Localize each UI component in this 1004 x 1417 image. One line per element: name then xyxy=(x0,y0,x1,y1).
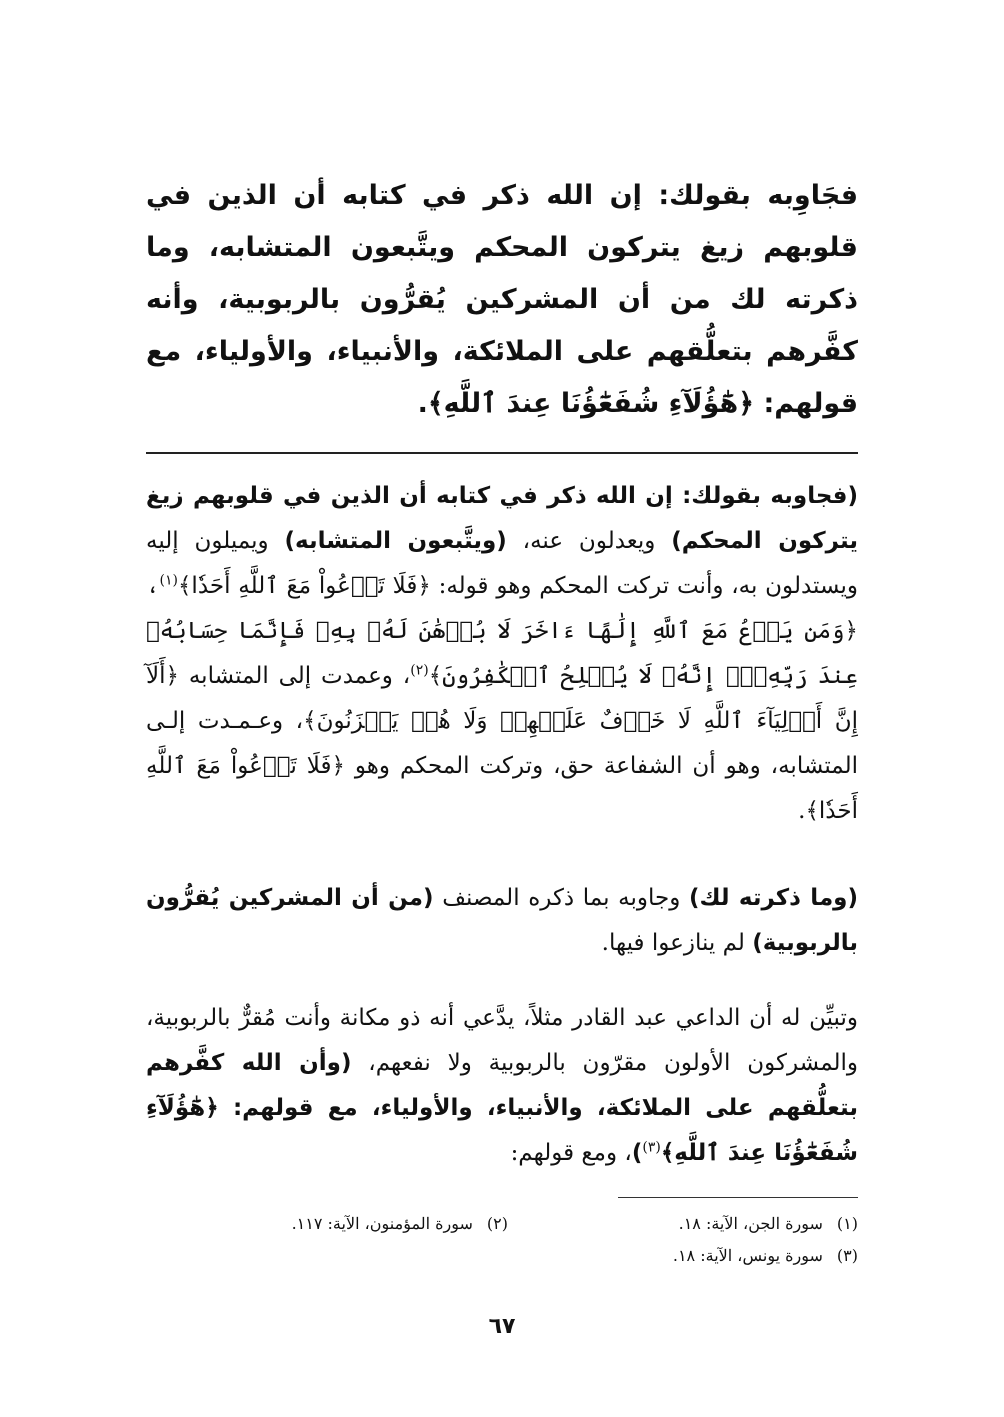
matn-divider xyxy=(146,452,858,454)
footnote-row xyxy=(146,1240,858,1272)
quoted-matn: ) xyxy=(631,1140,643,1166)
sharh-paragraph-1 xyxy=(146,474,858,834)
quran-verse: ﴿فَلَا تَدۡعُواْ مَعَ ٱللَّهِ أَحَدٗا﴾ xyxy=(146,753,858,824)
quoted-matn: (من أن المشركين يُقرُّون بالربوبية) xyxy=(146,885,858,956)
footnote-divider xyxy=(618,1197,858,1198)
quoted-matn: (وما ذكرته لك) xyxy=(688,885,858,911)
matn-paragraph xyxy=(146,170,858,430)
matn-text: فجَاوِبه بقولك: إن الله ذكر في كتابه أن الذين في قلوبهم زيغ يتركون المحكم ويتَّبعون المتشابه، وما ذكرته لك من أن المشركين يُقرُّون بالربوبية، وأنه كفَّرهم بتعلُّقهم على الملائكة، والأنبياء، والأولياء، مع قولهم: ﴿هَٰٓؤُلَآءِ شُفَعَٰٓؤُنَا عِندَ ٱللَّهِ﴾. xyxy=(146,180,858,419)
footnote-ref: (٢) xyxy=(410,662,429,679)
footnote-ref: (١) xyxy=(159,572,178,589)
page-number: ٦٧ xyxy=(488,1314,516,1339)
quran-verse: ﴿فَلَا تَدۡعُواْ مَعَ ٱللَّهِ أَحَدٗا﴾ xyxy=(177,573,431,599)
footnote-item xyxy=(508,1208,858,1240)
quran-verse: ﴿وَمَن يَدۡعُ مَعَ ٱللَّهِ إِلَٰهًا ءَاخَرَ لَا بُرۡهَٰنَ لَهُۥ بِهِۦ فَإِنَّمَا حِسَابُهُۥ عِندَ رَبِّهِۦٓۚ إِنَّهُۥ لَا يُفۡلِحُ ٱلۡكَٰفِرُونَ﴾ xyxy=(146,618,858,689)
quoted-matn: (ويتَّبعون المتشابه) xyxy=(284,528,507,554)
footnote-text: سورة الجن، الآية: ١٨. xyxy=(678,1214,823,1233)
quran-verse: ﴿أَلَآ إِنَّ أَوۡلِيَآءَ ٱللَّهِ لَا خَوۡفٌ عَلَيۡهِمۡ وَلَا هُمۡ يَحۡزَنُونَ﴾ xyxy=(146,663,858,734)
quran-verse: ﴿هَٰٓؤُلَآءِ شُفَعَٰٓؤُنَا عِندَ ٱللَّهِ﴾ xyxy=(146,1095,858,1166)
document-page xyxy=(146,0,858,1417)
commentary-text: وجاوبه بما ذكره المصنف xyxy=(433,885,689,911)
footnote-ref: (٣) xyxy=(642,1139,661,1156)
quoted-matn: (فجاوبه بقولك: إن الله ذكر في كتابه أن الذين في قلوبهم زيغ يتركون المحكم) xyxy=(146,483,858,554)
footnote-item xyxy=(508,1240,858,1272)
footnote-text: سورة المؤمنون، الآية: ١١٧. xyxy=(291,1214,473,1233)
footnote-item xyxy=(158,1208,508,1240)
footnote-number: (١) xyxy=(836,1214,858,1233)
sharh-paragraph-3 xyxy=(146,996,858,1176)
commentary-text: ويميلون إليه ويستدلون به، وأنت تركت المحكم وهو قوله: xyxy=(146,528,858,599)
quoted-matn: (وأن الله كفَّرهم بتعلُّقهم على الملائكة، والأنبياء، والأولياء، مع قولهم: xyxy=(146,1050,858,1121)
commentary-text: ، وعمدت إلى المتشابه xyxy=(178,663,411,689)
commentary-text: ويعدلون عنه، xyxy=(506,528,672,554)
footnote-text: سورة يونس، الآية: ١٨. xyxy=(672,1246,823,1265)
footnote-row xyxy=(146,1208,858,1240)
footnote-number: (٣) xyxy=(836,1246,858,1265)
footnotes xyxy=(146,1208,858,1272)
sharh-paragraph-2 xyxy=(146,876,858,966)
footnote-number: (٢) xyxy=(486,1214,508,1233)
commentary-text: لم ينازعوا فيها. xyxy=(601,930,753,956)
commentary-text: ، ومع قولهم: xyxy=(510,1140,632,1166)
commentary-text: . xyxy=(798,798,806,824)
commentary-text: ، وعـمـدت إلـى المتشابه، وهو أن الشفاعة حق، وتركت المحكم وهو xyxy=(146,708,858,779)
commentary-text: ، xyxy=(146,573,160,599)
commentary-text: وتبيِّن له أن الداعي عبد القادر مثلاً، يدَّعي أنه ذو مكانة وأنت مُقرٌّ بالربوبية، والمشركون الأولون مقرّون بالربوبية ولا نفعهم، xyxy=(146,1005,858,1076)
